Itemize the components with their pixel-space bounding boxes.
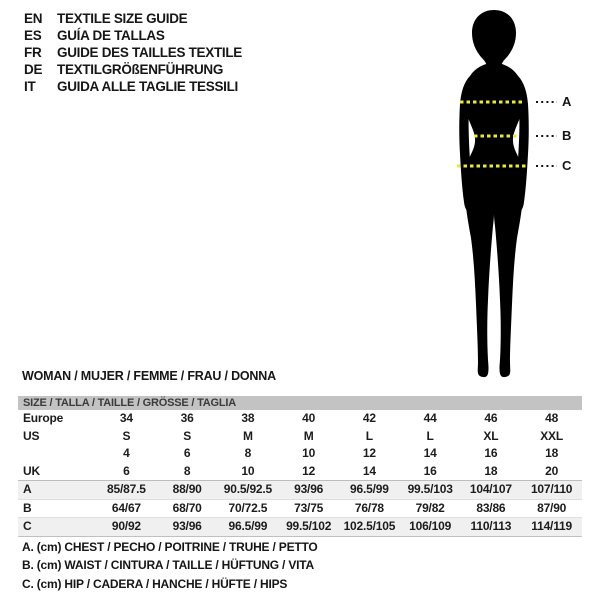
language-code: EN bbox=[24, 11, 43, 26]
language-label: TEXTILE SIZE GUIDE bbox=[57, 11, 188, 26]
size-cell: 6 bbox=[183, 446, 191, 460]
table-row bbox=[18, 499, 582, 518]
table-row bbox=[18, 445, 582, 463]
size-cell: 102.5/105 bbox=[343, 519, 396, 533]
size-cell: 64/67 bbox=[111, 500, 141, 515]
size-cell: 79/82 bbox=[415, 500, 445, 515]
size-cell: 14 bbox=[362, 463, 376, 478]
row-label: C bbox=[23, 519, 32, 533]
table-title: WOMAN / MUJER / FEMME / FRAU / DONNA bbox=[22, 369, 276, 383]
size-cell: 99.5/102 bbox=[286, 519, 332, 533]
size-cell: XXL bbox=[540, 428, 563, 443]
size-cell: 42 bbox=[362, 411, 376, 425]
size-table bbox=[18, 396, 582, 537]
size-cell: 93/96 bbox=[172, 519, 202, 533]
marker-label-a: A bbox=[562, 94, 572, 109]
row-label: US bbox=[23, 428, 40, 443]
size-cell: 4 bbox=[123, 446, 130, 460]
size-cell: 76/78 bbox=[354, 500, 384, 515]
size-cell: 18 bbox=[545, 446, 559, 460]
row-label: UK bbox=[23, 463, 40, 478]
size-cell: 8 bbox=[183, 463, 191, 478]
size-cell: L bbox=[365, 428, 373, 443]
size-cell: 83/86 bbox=[476, 500, 506, 515]
size-cell: 40 bbox=[302, 411, 316, 425]
table-row bbox=[18, 410, 582, 428]
size-cell: 73/75 bbox=[294, 500, 324, 515]
size-cell: 99.5/103 bbox=[407, 482, 453, 496]
size-cell: 34 bbox=[119, 411, 133, 425]
marker-label-b: B bbox=[562, 128, 572, 143]
row-label: A bbox=[23, 482, 32, 496]
legend-line: C. (cm) HIP / CADERA / HANCHE / HÜFTE / HIPS bbox=[22, 576, 288, 591]
row-label: Europe bbox=[23, 411, 64, 425]
language-row bbox=[24, 44, 242, 61]
legend-line: B. (cm) WAIST / CINTURA / TAILLE / HÜFTUNG / VITA bbox=[22, 558, 314, 573]
size-cell: 12 bbox=[362, 446, 376, 460]
silhouette-shapes bbox=[459, 10, 529, 377]
size-cell: 10 bbox=[302, 446, 316, 460]
size-cell: 14 bbox=[423, 446, 437, 460]
language-label: GUIDE DES TAILLES TEXTILE bbox=[57, 45, 243, 60]
size-cell: S bbox=[122, 428, 131, 443]
language-code: FR bbox=[24, 45, 42, 60]
size-cell: 48 bbox=[545, 411, 559, 425]
size-cell: 44 bbox=[423, 411, 437, 425]
row-label: B bbox=[23, 500, 32, 515]
silhouette-head bbox=[472, 10, 516, 68]
size-table-body bbox=[18, 410, 582, 536]
size-cell: 106/109 bbox=[409, 519, 452, 533]
size-cell: 10 bbox=[241, 463, 255, 478]
size-cell: 93/96 bbox=[294, 482, 324, 496]
size-cell: 104/107 bbox=[469, 482, 512, 496]
language-row bbox=[24, 27, 242, 44]
size-table-header-bar: SIZE / TALLA / TAILLE / GRÖSSE / TAGLIA bbox=[18, 396, 582, 410]
legend-line: A. (cm) CHEST / PECHO / POITRINE / TRUHE / PETTO bbox=[22, 540, 318, 554]
row-label bbox=[18, 445, 96, 463]
language-list bbox=[24, 10, 242, 95]
table-row bbox=[18, 518, 582, 537]
language-code: DE bbox=[24, 62, 43, 77]
size-cell: 16 bbox=[484, 446, 498, 460]
size-cell: 107/110 bbox=[530, 482, 573, 496]
size-cell: 12 bbox=[302, 463, 316, 478]
size-cell: 90.5/92.5 bbox=[223, 482, 272, 496]
size-cell: XL bbox=[483, 428, 499, 443]
language-row bbox=[24, 10, 242, 27]
language-code: ES bbox=[24, 28, 42, 43]
table-row bbox=[18, 428, 582, 446]
size-cell: 88/90 bbox=[172, 482, 202, 496]
size-cell: 38 bbox=[241, 411, 255, 425]
table-row bbox=[18, 481, 582, 500]
marker-label-c: C bbox=[562, 158, 572, 173]
measurement-legend bbox=[22, 538, 318, 593]
size-cell: 46 bbox=[484, 411, 498, 425]
size-cell: 20 bbox=[545, 463, 559, 478]
size-cell: M bbox=[303, 428, 314, 443]
size-table-grid bbox=[18, 410, 582, 537]
measurement-figure bbox=[430, 2, 600, 380]
size-cell: 110/113 bbox=[470, 519, 512, 533]
size-cell: 70/72.5 bbox=[228, 500, 268, 515]
size-cell: 85/87.5 bbox=[107, 482, 146, 496]
size-cell: 36 bbox=[180, 411, 194, 425]
language-label: TEXTILGRÖßENFÜHRUNG bbox=[57, 62, 224, 77]
size-cell: 90/92 bbox=[111, 519, 141, 533]
size-cell: 87/90 bbox=[537, 500, 567, 515]
size-cell: 8 bbox=[244, 446, 252, 460]
language-code: IT bbox=[24, 79, 36, 94]
language-label: GUIDA ALLE TAGLIE TESSILI bbox=[57, 79, 238, 94]
size-cell: 68/70 bbox=[172, 500, 202, 515]
silhouette-torso bbox=[465, 62, 523, 214]
woman-body-silhouette-icon bbox=[430, 2, 600, 380]
size-cell: 96.5/99 bbox=[228, 519, 268, 533]
size-cell: 6 bbox=[123, 463, 130, 478]
size-cell: L bbox=[426, 428, 434, 443]
size-cell: 114/119 bbox=[531, 519, 572, 533]
size-cell: M bbox=[242, 428, 253, 443]
size-cell: 16 bbox=[423, 463, 437, 478]
table-row bbox=[18, 463, 582, 481]
language-label: GUÍA DE TALLAS bbox=[57, 28, 165, 43]
size-cell: S bbox=[183, 428, 192, 443]
language-row bbox=[24, 61, 242, 78]
size-cell: 96.5/99 bbox=[350, 482, 389, 496]
language-row bbox=[24, 78, 242, 95]
size-cell: 18 bbox=[484, 463, 498, 478]
